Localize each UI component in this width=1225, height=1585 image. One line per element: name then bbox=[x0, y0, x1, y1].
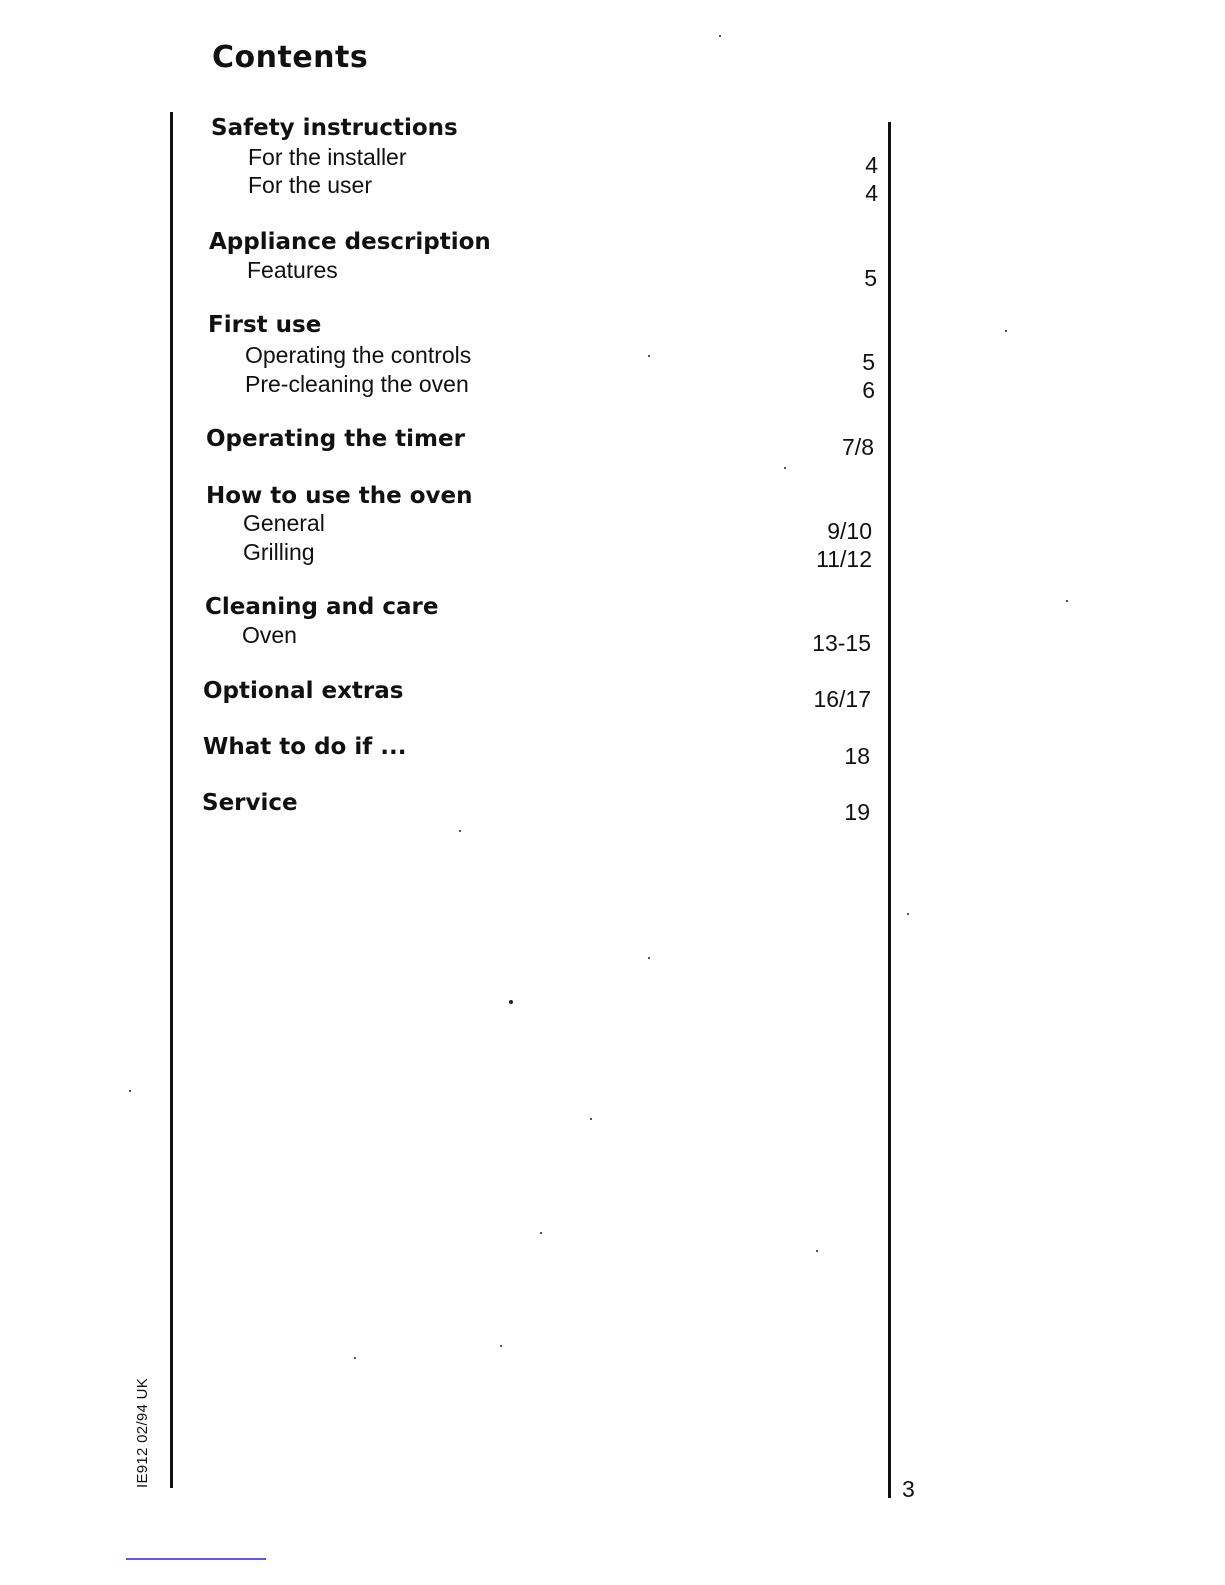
toc-heading: Cleaning and care bbox=[205, 594, 439, 620]
toc-item: Features bbox=[247, 257, 338, 283]
scan-speck bbox=[1066, 600, 1068, 602]
toc-page: 18 bbox=[844, 743, 870, 769]
toc-heading: How to use the oven bbox=[206, 483, 473, 509]
toc-page: 6 bbox=[862, 377, 875, 403]
scan-speck bbox=[540, 1232, 542, 1234]
toc-page: 5 bbox=[864, 265, 877, 291]
toc-page: 13-15 bbox=[812, 630, 871, 656]
scan-speck bbox=[648, 957, 650, 959]
toc-heading: First use bbox=[208, 312, 322, 338]
toc-page: 7/8 bbox=[842, 434, 874, 460]
toc-heading: Optional extras bbox=[203, 678, 404, 704]
scan-underline-mark bbox=[126, 1558, 266, 1560]
toc-page: 16/17 bbox=[813, 686, 871, 712]
scan-speck bbox=[509, 1000, 513, 1004]
scan-speck bbox=[719, 35, 721, 37]
toc-page: 9/10 bbox=[827, 518, 872, 544]
scan-speck bbox=[784, 467, 786, 469]
scan-speck bbox=[648, 355, 650, 357]
toc-item: For the installer bbox=[248, 144, 407, 170]
scan-speck bbox=[907, 913, 909, 915]
toc-page: 4 bbox=[865, 180, 878, 206]
toc-heading: Safety instructions bbox=[211, 115, 458, 141]
toc-heading: Service bbox=[202, 790, 298, 816]
toc-heading: Operating the timer bbox=[206, 426, 465, 452]
toc-item: Grilling bbox=[243, 539, 315, 565]
toc-page: 19 bbox=[844, 799, 870, 825]
toc-item: Operating the controls bbox=[245, 342, 472, 368]
toc-heading: What to do if ... bbox=[203, 734, 407, 760]
scan-speck bbox=[1005, 330, 1007, 332]
scan-speck bbox=[459, 830, 461, 832]
scan-speck bbox=[590, 1118, 592, 1120]
toc-item: Pre-cleaning the oven bbox=[245, 371, 469, 397]
scan-speck bbox=[129, 1090, 131, 1092]
toc-item: General bbox=[243, 510, 325, 536]
scan-speck bbox=[354, 1357, 356, 1359]
toc-item: Oven bbox=[242, 622, 297, 648]
page-number: 3 bbox=[902, 1476, 915, 1502]
document-code: IE912 02/94 UK bbox=[134, 1377, 151, 1488]
toc-page: 5 bbox=[862, 349, 875, 375]
scan-speck bbox=[816, 1250, 818, 1252]
scan-speck bbox=[500, 1345, 502, 1347]
page-title: Contents bbox=[212, 40, 369, 75]
toc-page: 11/12 bbox=[816, 546, 872, 572]
toc-heading: Appliance description bbox=[209, 229, 491, 255]
toc-item: For the user bbox=[248, 172, 372, 198]
toc-page: 4 bbox=[865, 152, 878, 178]
